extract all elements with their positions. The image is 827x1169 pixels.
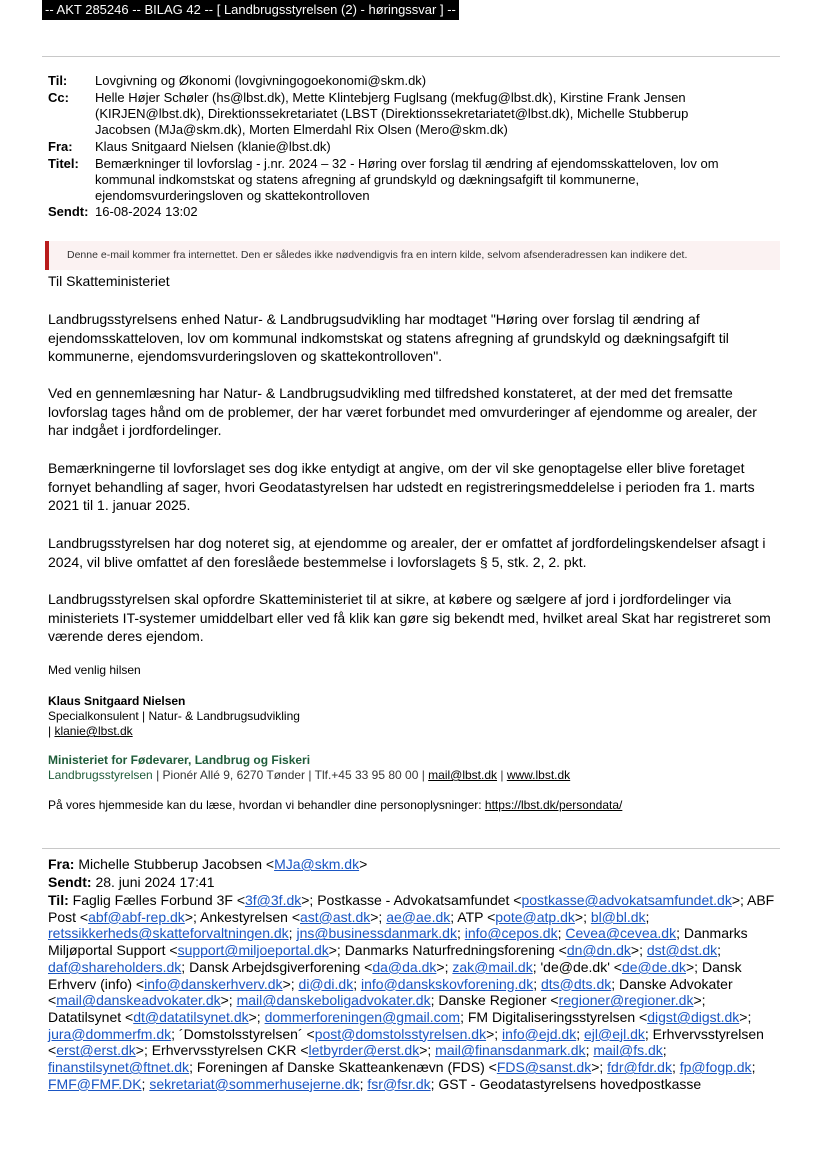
greeting: Til Skatteministeriet	[48, 273, 170, 289]
recipient-link[interactable]: dts@dts.dk	[540, 975, 612, 992]
recipient-link[interactable]: jura@dommerfm.dk	[48, 1025, 172, 1042]
signature-ministry: Ministeriet for Fødevarer, Landbrug og Fiskeri	[48, 753, 311, 767]
recipient-link[interactable]: ejl@ejl.dk	[583, 1025, 645, 1042]
recipient-link[interactable]: mail@finansdanmark.dk	[435, 1042, 586, 1059]
recipient-link[interactable]: dst@dst.dk	[646, 942, 718, 959]
recipient-link[interactable]: retssikkerheds@skatteforvaltningen.dk	[48, 925, 289, 942]
recipient-link[interactable]: 3f@3f.dk	[245, 892, 302, 908]
signature-address-line: Landbrugsstyrelsen | Pionér Allé 9, 6270 Tønder | Tlf.+45 33 95 80 00 | mail@lbst.dk | www.lbst.dk	[48, 768, 571, 782]
recipient-link[interactable]: dn@dn.dk	[566, 942, 631, 959]
recipient-link[interactable]: daf@shareholders.dk	[48, 958, 182, 975]
agency-email-link[interactable]: mail@lbst.dk	[428, 768, 498, 782]
recipient-link[interactable]: info@danskskovforening.dk	[361, 975, 534, 992]
recipient-link[interactable]: postkasse@advokatsamfundet.dk	[521, 892, 732, 908]
header-to: Til: Lovgivning og Økonomi (lovgivningogoekonomi@skm.dk)	[48, 73, 427, 88]
recipient-link[interactable]: FDS@sanst.dk	[496, 1059, 592, 1076]
recipient-link[interactable]: mail@fs.dk	[593, 1042, 663, 1059]
header-from: Fra: Klaus Snitgaard Nielsen (klanie@lbst.dk)	[48, 139, 331, 154]
recipient-link[interactable]: mail@danskeboligadvokater.dk	[236, 992, 431, 1009]
recipient-link[interactable]: info@ejd.dk	[502, 1025, 577, 1042]
recipient-link[interactable]: support@miljoeportal.dk	[177, 942, 329, 959]
recipient-link[interactable]: letbyrder@erst.dk	[308, 1042, 420, 1059]
recipient-link[interactable]: fp@fogp.dk	[679, 1059, 752, 1076]
signature-email-link[interactable]: klanie@lbst.dk	[54, 724, 133, 738]
paragraph-2: Ved en gennemlæsning har Natur- & Landbrugsudvikling med tilfredshed konstateret, at der med det fremsatte lovforslag tages hånd om de problemer, der har været forbundet med omvurderinger af ejendomme og arealer, der har indgået i jordfordelinger.	[48, 385, 757, 438]
recipient-link[interactable]: dommerforeningen@gmail.com	[264, 1008, 461, 1025]
recipient-link[interactable]: fdr@fdr.dk	[607, 1059, 672, 1076]
external-email-warning: Denne e-mail kommer fra internettet. Den er således ikke nødvendigvis fra en intern kilde, selvom afsenderadressen kan indikere det.	[45, 241, 780, 270]
header-cc: Cc: Helle Højer Schøler (hs@lbst.dk), Mette Klintebjerg Fuglsang (mekfug@lbst.dk), Kirstine Frank Jensen (KIRJEN@lbst.dk), Direktionssekretariatet (LBST (Direktionssekretariatet@lbst.dk), Michelle Stubberup Jacobsen (MJa@skm.dk), Morten Elmerdahl Rix Olsen (Mero@skm.dk)	[48, 90, 689, 137]
recipient-link[interactable]: finanstilsynet@ftnet.dk	[48, 1059, 190, 1076]
recipient-link[interactable]: info@danskerhverv.dk	[144, 975, 283, 992]
recipient-link[interactable]: pote@atp.dk	[495, 908, 575, 925]
agency-website-link[interactable]: www.lbst.dk	[506, 768, 571, 782]
header-title: Titel: Bemærkninger til lovforslag - j.nr. 2024 – 32 - Høring over forslag til ændring af ejendomsskatteloven, lov om kommunal indkomstskat og statens afregning af grundskyld og dækningsafgift til kommunerne, ejendomsvurderingsloven og skattekontrolloven	[48, 156, 719, 203]
paragraph-5: Landbrugsstyrelsen skal opfordre Skatteministeriet til at sikre, at købere og sælgere af jord i jordfordelinger via ministeriets IT-systemer umiddelbart eller ved få klik kan gøre sig bekendt med, hvilket areal Skat har registreret som værende deres ejendom.	[48, 591, 771, 644]
recipient-link[interactable]: digst@digst.dk	[647, 1008, 740, 1025]
recipient-link[interactable]: Cevea@cevea.dk	[565, 925, 677, 942]
recipient-link[interactable]: sekretariat@sommerhusejerne.dk	[149, 1075, 360, 1092]
recipient-link[interactable]: mail@danskeadvokater.dk	[56, 992, 221, 1009]
recipient-link[interactable]: post@domstolsstyrelsen.dk	[314, 1025, 487, 1042]
recipient-link[interactable]: jns@businessdanmark.dk	[296, 925, 457, 942]
privacy-line: På vores hjemmeside kan du læse, hvordan vi behandler dine personoplysninger: https://lbst.dk/persondata/	[48, 798, 623, 812]
signature-name: Klaus Snitgaard Nielsen	[48, 694, 186, 708]
signature-role: Specialkonsulent | Natur- & Landbrugsudvikling	[48, 709, 300, 723]
recipient-link[interactable]: abf@abf-rep.dk	[88, 908, 185, 925]
recipient-link[interactable]: ast@ast.dk	[300, 908, 371, 925]
recipient-link[interactable]: di@di.dk	[298, 975, 354, 992]
recipient-link[interactable]: info@cepos.dk	[464, 925, 558, 942]
paragraph-1: Landbrugsstyrelsens enhed Natur- & Landbrugsudvikling har modtaget "Høring over forslag til ændring af ejendomsskatteloven, lov om kommunal indkomstskat og statens afregning af grundskyld og dækningsafgift til kommunerne, ejendomsvurderingsloven og skattekontrolloven".	[48, 311, 729, 364]
recipient-link[interactable]: erst@erst.dk	[56, 1042, 136, 1059]
recipient-link[interactable]: FMF@FMF.DK	[48, 1075, 142, 1092]
header-divider	[42, 56, 780, 57]
header-sent: Sendt: 16-08-2024 13:02	[48, 204, 198, 219]
recipient-link[interactable]: da@da.dk	[372, 958, 437, 975]
signature-email-line: | klanie@lbst.dk	[48, 724, 133, 738]
document-banner: -- AKT 285246 -- BILAG 42 -- [ Landbrugsstyrelsen (2) - høringssvar ] --	[42, 0, 459, 20]
recipient-link[interactable]: bl@bl.dk	[590, 908, 646, 925]
privacy-link[interactable]: https://lbst.dk/persondata/	[484, 798, 623, 812]
forwarded-recipients: Til: Faglig Fælles Forbund 3F <3f@3f.dk>; Postkasse - Advokatsamfundet <postkasse@advokatsamfundet.dk>; ABF Post <abf@abf-rep.dk>; Ankestyrelsen <ast@ast.dk>; ae@ae.dk; ATP <pote@atp.dk>; bl@bl.dk; retssikkerheds@skatteforvaltningen.dk; jns@businessdanmark.dk; info@cepos.dk; Cevea@cevea.dk; Danmarks Miljøportal Support <support@miljoeportal.dk>; Danmarks Naturfredningsforening <dn@dn.dk>; dst@dst.dk; daf@shareholders.dk; Dansk Arbejdsgiverforening <da@da.dk>; zak@mail.dk; 'de@de.dk' <de@de.dk>; Dansk Erhverv (info) <info@danskerhverv.dk>; di@di.dk; info@danskskovforening.dk; dts@dts.dk; Danske Advokater <mail@danskeadvokater.dk>; mail@danskeboligadvokater.dk; Danske Regioner <regioner@regioner.dk>; Datatilsynet <dt@datatilsynet.dk>; dommerforeningen@gmail.com; FM Digitaliseringsstyrelsen <digst@digst.dk>; jura@dommerfm.dk; ´Domstolsstyrelsen´ <post@domstolsstyrelsen.dk>; info@ejd.dk; ejl@ejl.dk; Erhvervsstyrelsen <erst@erst.dk>; Erhvervsstyrelsen CKR <letbyrder@erst.dk>; mail@finansdanmark.dk; mail@fs.dk; finanstilsynet@ftnet.dk; Foreningen af Danske Skatteankenævn (FDS) <FDS@sanst.dk>; fdr@fdr.dk; fp@fogp.dk; FMF@FMF.DK; sekretariat@sommerhusejerne.dk; fsr@fsr.dk; GST - Geodatastyrelsens hovedpostkasse	[48, 892, 775, 1092]
recipient-link[interactable]: zak@mail.dk	[452, 958, 533, 975]
paragraph-4: Landbrugsstyrelsen har dog noteret sig, at ejendomme og arealer, der er omfattet af jordfordelingskendelser afsagt i 2024, vil blive omfattet af den foreslåede bestemmelse i lovforslagets § 5, stk. 2, 2. pkt.	[48, 535, 766, 570]
closing: Med venlig hilsen	[48, 663, 141, 677]
recipient-link[interactable]: de@de.dk	[621, 958, 686, 975]
paragraph-3: Bemærkningerne til lovforslaget ses dog ikke entydigt at angive, om der vil ske genoptagelse eller blive foretaget fornyet behandling af sager, hvori Geodatastyrelsen har udstedt en registreringsmeddelelse i perioden fra 1. marts 2021 til 1. januar 2025.	[48, 460, 755, 513]
recipient-link[interactable]: ae@ae.dk	[386, 908, 451, 925]
forward-divider	[42, 848, 780, 849]
recipient-link[interactable]: dt@datatilsynet.dk	[133, 1008, 249, 1025]
forwarded-from: Fra: Michelle Stubberup Jacobsen <MJa@skm.dk>	[48, 856, 368, 872]
recipient-link[interactable]: fsr@fsr.dk	[367, 1075, 431, 1092]
forwarded-sent: Sendt: 28. juni 2024 17:41	[48, 874, 215, 890]
recipient-link[interactable]: regioner@regioner.dk	[558, 992, 694, 1009]
forwarded-from-email-link[interactable]: MJa@skm.dk	[274, 856, 360, 872]
